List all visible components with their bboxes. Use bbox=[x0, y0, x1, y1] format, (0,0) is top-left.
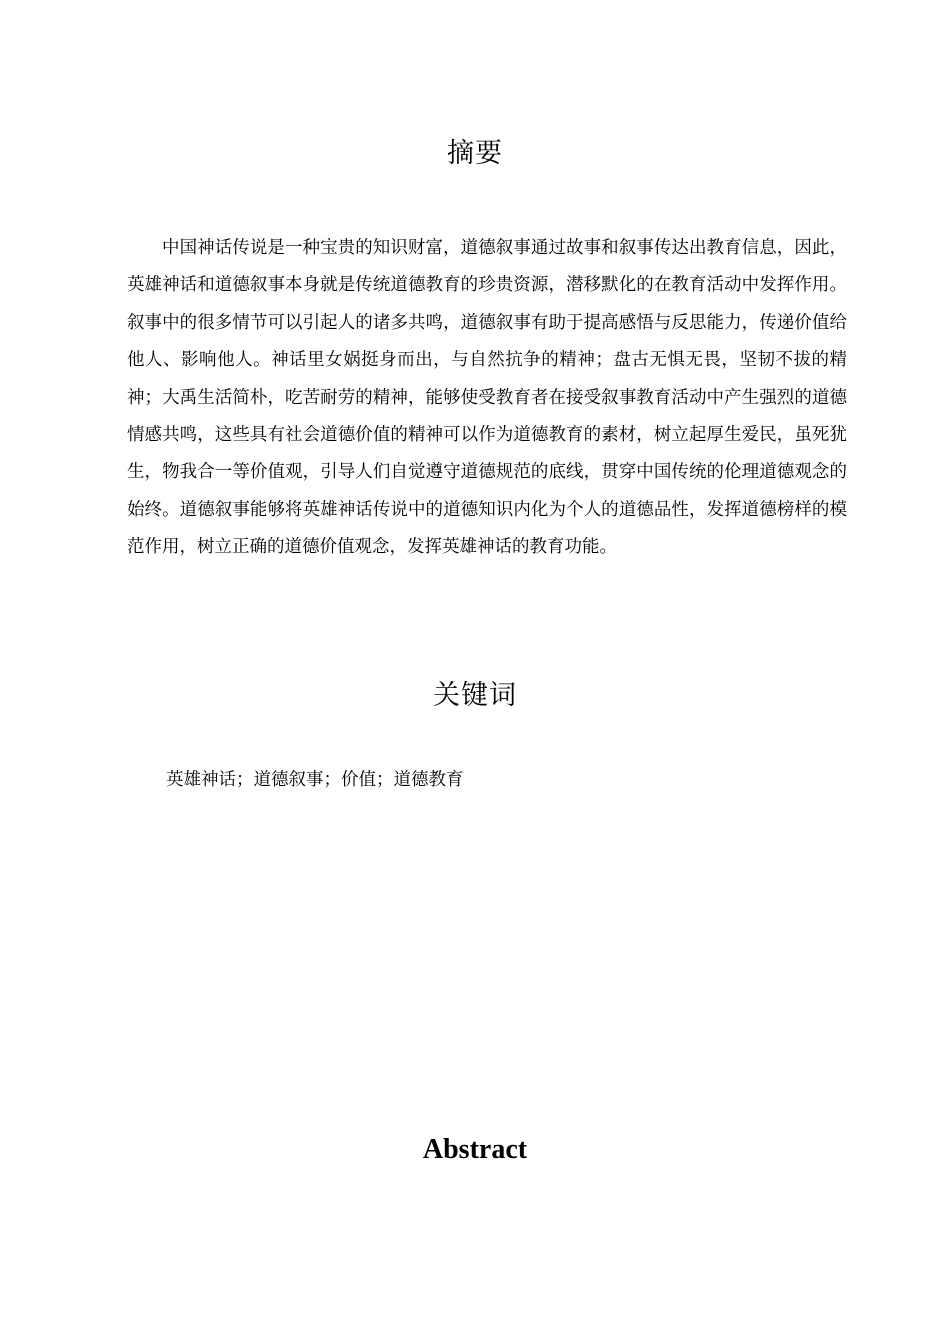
abstract-english-heading: Abstract bbox=[422, 1134, 528, 1165]
abstract-heading: 摘要 bbox=[447, 138, 503, 169]
keywords-heading: 关键词 bbox=[433, 680, 517, 711]
abstract-body: 中国神话传说是一种宝贵的知识财富，道德叙事通过故事和叙事传达出教育信息，因此，英雄神话和道德叙事本身就是传统道德教育的珍贵资源，潜移默化的在教育活动中发挥作用。叙事中的很多情节可以引起人的诸多共鸣，道德叙事有助于提高感悟与反思能力，传递价值给他人、影响他人。神话里女娲挺身而出，与自然抗争的精神；盘古无惧无畏，坚韧不拔的精神；大禹生活简朴，吃苦耐劳的精神，能够使受教育者在接受叙事教育活动中产生强烈的道德情感共鸣，这些具有社会道德价值的精神可以作为道德教育的素材，树立起厚生爱民，虽死犹生，物我合一等价值观，引导人们自觉遵守道德规范的底线，贯穿中国传统的伦理道德观念的始终。道德叙事能够将英雄神话传说中的道德知识内化为个人的道德品性，发挥道德榜样的模范作用，树立正确的道德价值观念，发挥英雄神话的教育功能。 bbox=[127, 238, 847, 558]
keywords-list: 英雄神话；道德叙事；价值；道德教育 bbox=[166, 770, 464, 790]
